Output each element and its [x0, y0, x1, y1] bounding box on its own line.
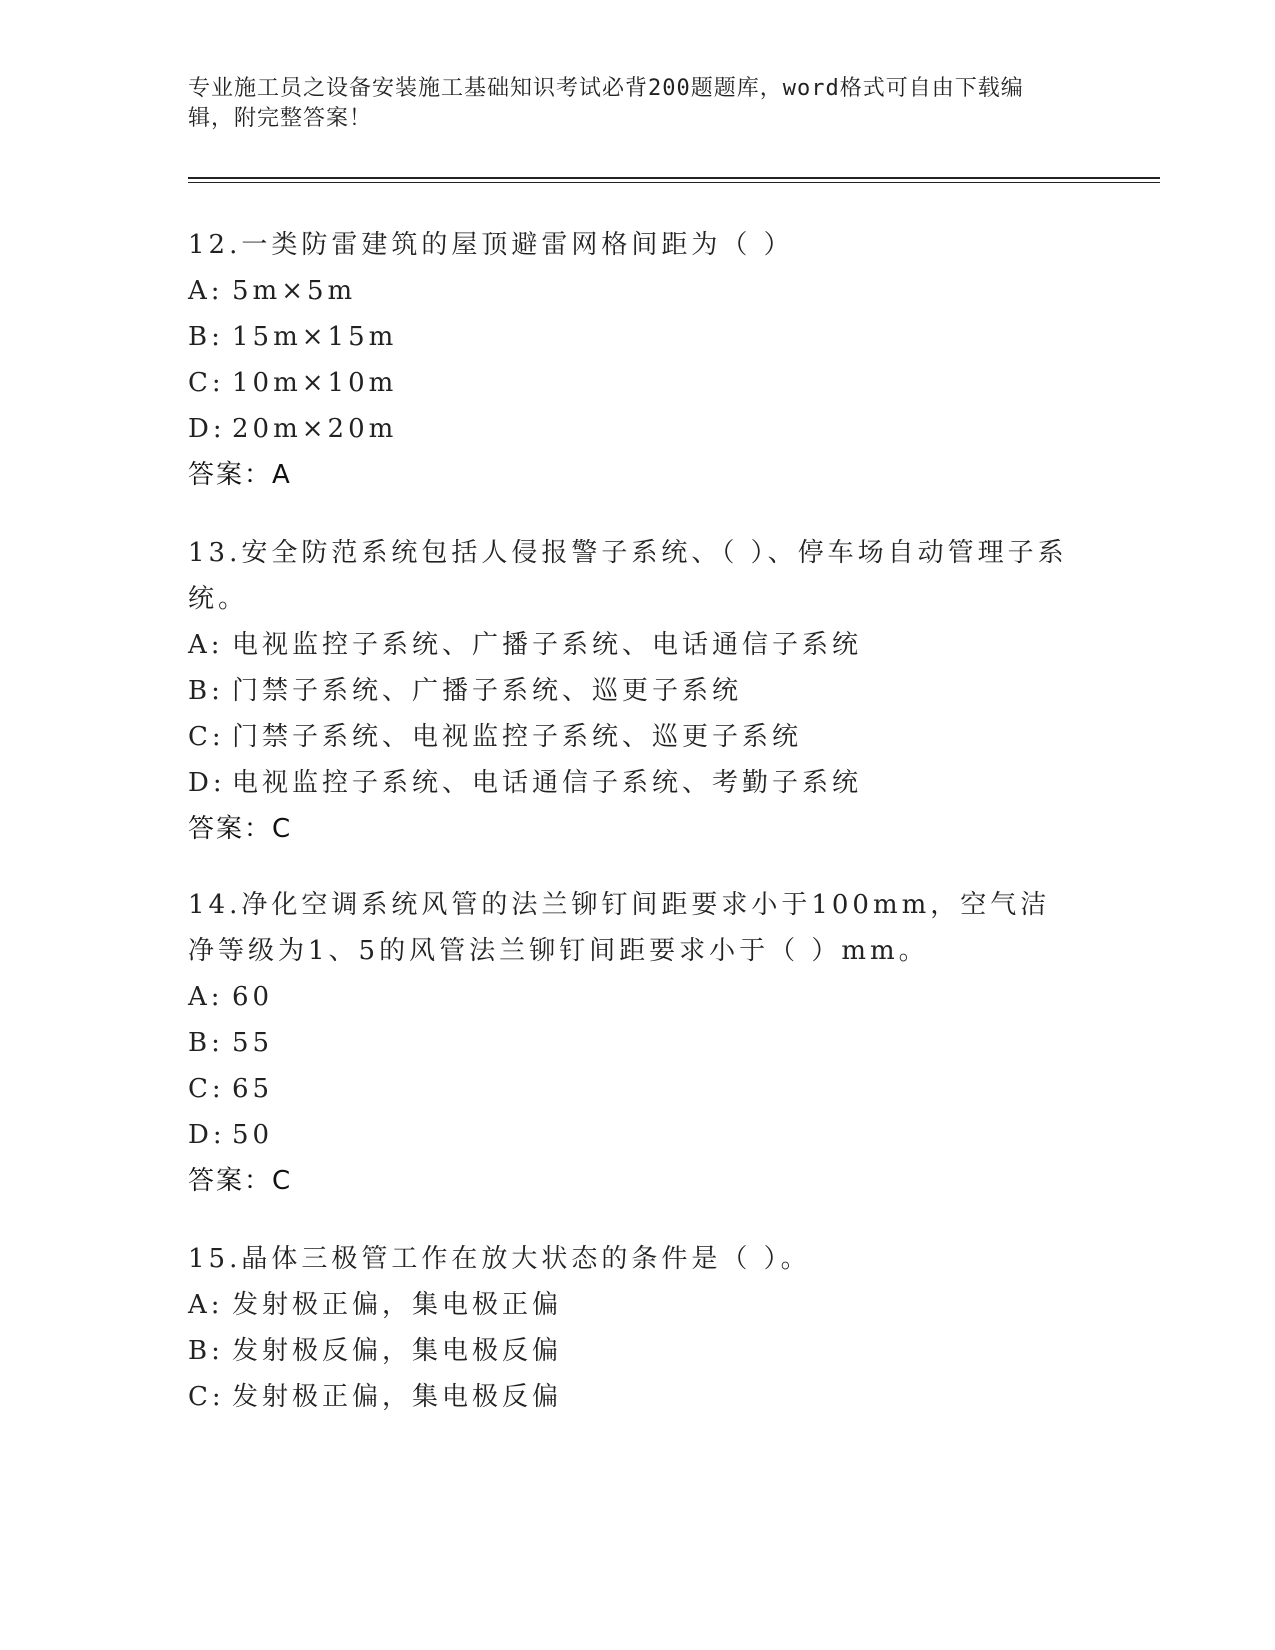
- answer-line: 答案：C: [188, 814, 293, 844]
- header-divider-thin: [188, 182, 1160, 183]
- option-text: 15m×15m: [232, 322, 398, 352]
- option-a: [188, 974, 1088, 1020]
- option-text: 55: [232, 1028, 274, 1058]
- option-c: [188, 1374, 1088, 1420]
- option-key: D:: [188, 1120, 226, 1150]
- option-a: [188, 622, 1088, 668]
- option-text: 50: [232, 1120, 274, 1150]
- option-text: 发射极正偏，集电极正偏: [232, 1290, 563, 1320]
- option-text: 电视监控子系统、电话通信子系统、考勤子系统: [232, 768, 863, 798]
- option-text: 门禁子系统、广播子系统、巡更子系统: [232, 676, 743, 706]
- option-d: [188, 1112, 1088, 1158]
- question-14: [188, 882, 1088, 1204]
- option-a: [188, 1282, 1088, 1328]
- option-b: [188, 1020, 1088, 1066]
- question-stem: 12.一类防雷建筑的屋顶避雷网格间距为（ ）: [188, 230, 794, 260]
- option-text: 60: [232, 982, 274, 1012]
- question-stem: 15.晶体三极管工作在放大状态的条件是（ ）。: [188, 1244, 811, 1274]
- question-stem: 13.安全防范系统包括人侵报警子系统、（ ）、停车场自动管理子系统。: [188, 538, 1068, 614]
- option-d: [188, 760, 1088, 806]
- option-key: B:: [188, 322, 224, 352]
- option-text: 发射极正偏，集电极反偏: [232, 1382, 563, 1412]
- option-key: D:: [188, 414, 226, 444]
- option-key: D:: [188, 768, 226, 798]
- option-text: 发射极反偏，集电极反偏: [232, 1336, 563, 1366]
- document-header: 专业施工员之设备安装施工基础知识考试必背200题题库，word格式可自由下载编辑，附完整答案！: [188, 76, 1024, 131]
- question-stem: 14.净化空调系统风管的法兰铆钉间距要求小于100mm，空气洁净等级为1、5的风管法兰铆钉间距要求小于（ ）mm。: [188, 890, 1051, 966]
- option-text: 电视监控子系统、广播子系统、电话通信子系统: [232, 630, 863, 660]
- option-text: 5m×5m: [232, 276, 357, 306]
- option-key: C:: [188, 1074, 225, 1104]
- option-c: [188, 1066, 1088, 1112]
- option-key: A:: [188, 276, 224, 306]
- option-d: [188, 406, 1088, 452]
- option-key: C:: [188, 1382, 225, 1412]
- option-text: 10m×10m: [232, 368, 398, 398]
- answer-line: 答案：A: [188, 460, 292, 490]
- option-key: B:: [188, 1028, 224, 1058]
- option-b: [188, 1328, 1088, 1374]
- question-15: [188, 1236, 1088, 1420]
- option-c: [188, 360, 1088, 406]
- option-key: B:: [188, 676, 224, 706]
- question-12: [188, 222, 1088, 498]
- option-b: [188, 314, 1088, 360]
- option-key: A:: [188, 982, 224, 1012]
- option-c: [188, 714, 1088, 760]
- option-key: C:: [188, 722, 225, 752]
- header-divider-thick: [188, 177, 1160, 179]
- option-a: [188, 268, 1088, 314]
- question-13: [188, 530, 1088, 852]
- option-key: A:: [188, 1290, 224, 1320]
- option-text: 20m×20m: [232, 414, 398, 444]
- option-key: A:: [188, 630, 224, 660]
- option-text: 65: [232, 1074, 274, 1104]
- option-key: C:: [188, 368, 225, 398]
- answer-line: 答案：C: [188, 1166, 293, 1196]
- option-b: [188, 668, 1088, 714]
- option-text: 门禁子系统、电视监控子系统、巡更子系统: [232, 722, 803, 752]
- option-key: B:: [188, 1336, 224, 1366]
